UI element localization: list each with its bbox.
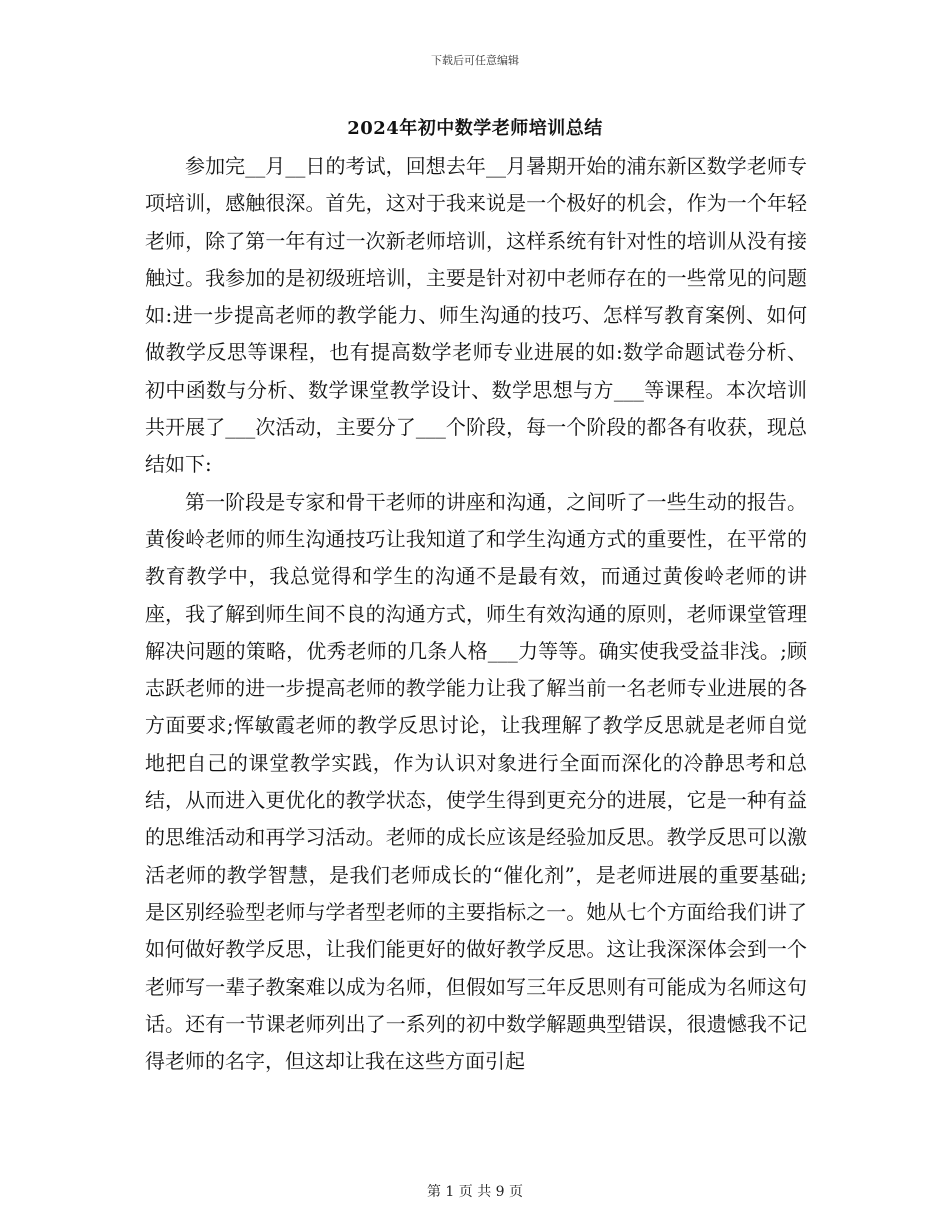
document-title: 2024年初中数学老师培训总结 [347, 118, 603, 139]
paragraph-2: 第一阶段是专家和骨干老师的讲座和沟通，之间听了一些生动的报告。黄俊岭老师的师生沟通技巧让我知道了和学生沟通方式的重要性，在平常的教育教学中，我总觉得和学生的沟通不是最有效，而通过黄俊岭老师的讲座，我了解到师生间不良的沟通方式，师生有效沟通的原则，老师课堂管理解决问题的策略，优秀老师的几条人格___力等等。确实使我受益非浅。;顾志跃老师的进一步提高老师的教学能力让我了解当前一名老师专业进展的各方面要求;恽敏霞老师的教学反思讨论，让我理解了教学反思就是老师自觉地把自己的课堂教学实践，作为认识对象进行全面而深化的冷静思考和总结，从而进入更优化的教学状态，使学生得到更充分的进展，它是一种有益的思维活动和再学习活动。老师的成长应该是经验加反思。教学反思可以激活老师的教学智慧，是我们老师成长的“催化剂”，是老师进展的重要基础;是区别经验型老师与学者型老师的主要指标之一。她从七个方面给我们讲了如何做好教学反思，让我们能更好的做好教学反思。这让我深深体会到一个老师写一辈子教案难以成为名师，但假如写三年反思则有可能成为名师这句话。还有一节课老师列出了一系列的初中数学解题典型错误，很遗憾我不记得老师的名字，但这却让我在这些方面引起 [145, 489, 807, 1074]
paragraph-1: 参加完__月__日的考试，回想去年__月暑期开始的浦东新区数学老师专项培训，感触很深。首先，这对于我来说是一个极好的机会，作为一个年轻老师，除了第一年有过一次新老师培训，这样系统有针对性的培训从没有接触过。我参加的是初级班培训，主要是针对初中老师存在的一些常见的问题如:进一步提高老师的教学能力、师生沟通的技巧、怎样写教育案例、如何做教学反思等课程，也有提高数学老师专业进展的如:数学命题试卷分析、初中函数与分析、数学课堂教学设计、数学思想与方___等课程。本次培训共开展了___次活动，主要分了___个阶段，每一个阶段的都各有收获，现总结如下: [145, 154, 807, 477]
page-number-footer: 第 1 页 共 9 页 [426, 1184, 524, 1200]
document-body [145, 148, 807, 1080]
header-note: 下载后可任意编辑 [431, 54, 519, 67]
